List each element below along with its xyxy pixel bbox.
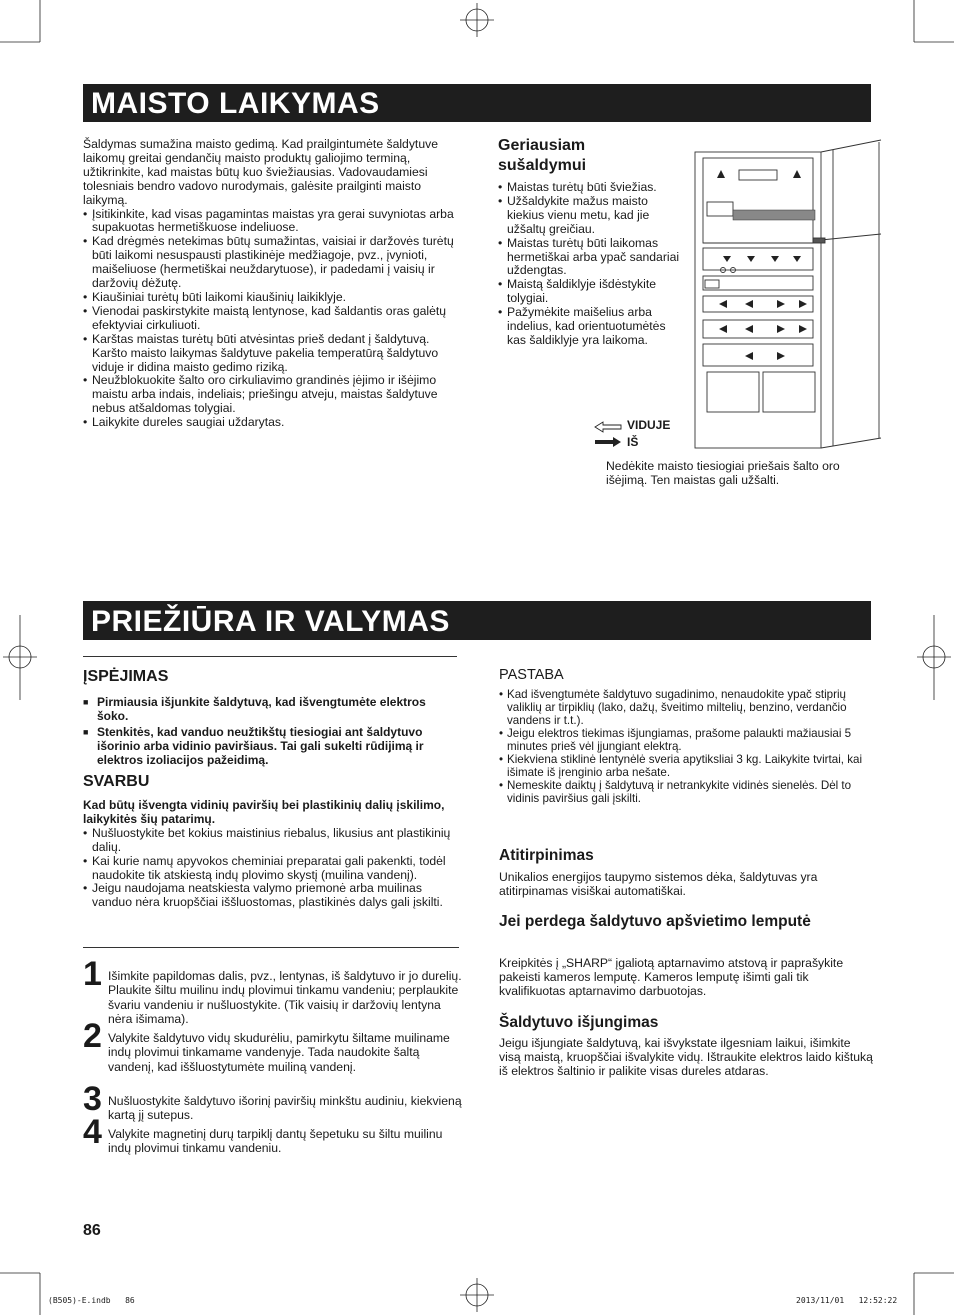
list-item: • Kad išvengtumėte šaldytuvo sugadinimo, nenaudokite ypač stiprių valiklių ar tirpiklių (lako, dažų, šveitimo miltelių, benzino, verdančio vandens ir t.t.). xyxy=(499,688,873,727)
list-item: • Kiekviena stiklinė lentynėlė sveria apytiksliai 3 kg. Laikykite tvirtai, kai išimate iš įrenginio arba nešate. xyxy=(499,753,873,779)
list-item: • Laikykite dureles saugiai uždarytas. xyxy=(83,416,463,430)
list-item: • Kiaušiniai turėtų būti laikomi kiaušinių laikiklyje. xyxy=(83,291,463,305)
footer-file: (B505)-E.indb 86 xyxy=(48,1296,135,1305)
list-item: • Nušluostykite bet kokius maistinius riebalus, likusius ant plastikinių dalių. xyxy=(83,827,459,855)
step-text: Valykite magnetinį durų tarpiklį dantų šepetuku su šiltu muilinu indų plovimui tinkamu vandeniu. xyxy=(108,1127,443,1156)
warning-heading: ĮSPĖJIMAS xyxy=(83,668,169,685)
defrost-heading: Atitirpinimas xyxy=(499,847,594,864)
list-item: • Maistą šaldiklyje išdėstykite tolygiai. xyxy=(498,278,681,306)
airflow-legend-arrows xyxy=(593,421,623,449)
section-title-maintenance: PRIEŽIŪRA IR VALYMAS xyxy=(83,601,871,640)
step-number: 2 xyxy=(83,1017,102,1055)
important-heading: SVARBU xyxy=(83,773,150,790)
list-item: • Jeigu elektros tiekimas išjungiamas, prašome palaukti mažiausiai 5 minutes prieš vėl įjungiant elektrą. xyxy=(499,727,873,753)
list-item: • Jeigu naudojama neatskiesta valymo priemonė arba muilinas vanduo nėra kruopščiai iššluostomas, plastikinės dalys gali įskilti. xyxy=(83,882,459,910)
airflow-note: Nedėkite maisto tiesiogiai priešais šalto oro išėjimą. Ten maistas gali užšalti. xyxy=(606,459,840,487)
defrost-text: Unikalios energijos taupymo sistemos dėka, šaldytuvas yra atitirpinamas visiškai automatiškai. xyxy=(499,870,818,898)
legend-out-label: IŠ xyxy=(627,435,639,449)
important-lead: Kad būtų išvengta vidinių paviršių bei plastikinių dalių įskilimo, laikykitės šių patarimų. xyxy=(83,798,445,826)
list-item: ■ Pirmiausia išjunkite šaldytuvą, kad išvengtumėte elektros šoko. xyxy=(83,695,459,723)
step-number: 4 xyxy=(83,1113,102,1151)
step-text: Nušluostykite šaldytuvo išorinį paviršių minkštu audiniu, kiekvieną kartą jį sutepus. xyxy=(108,1094,462,1123)
step-number: 1 xyxy=(83,955,102,993)
step-text: Išimkite papildomas dalis, pvz., lentynas, iš šaldytuvo ir jo durelių. Plaukite šiltu muilinu indų plovimui tinkamu vandeniu; perplaukite švariu vandeniu ir nušluostykite. (Tik vaisių ir daržovių lentyna nėra išimama). xyxy=(108,969,462,1027)
step-number: 3 xyxy=(83,1080,102,1118)
switch-off-text: Jeigu išjungiate šaldytuvą, kai išvykstate ilgesniam laikui, išimkite visą maistą, kruopščiai išvalykite vidų. Ištraukite elektros laido kištuką iš elektros šaltinio ir palikite visas dureles atdaras. xyxy=(499,1036,873,1078)
list-item: • Vienodai paskirstykite maistą lentynose, kad šaldantis oras galėtų efektyviai cirkuliuoti. xyxy=(83,305,463,333)
legend-in-label: VIDUJE xyxy=(627,418,671,432)
footer-datetime: 2013/11/01 12:52:22 xyxy=(796,1296,898,1305)
storage-intro: Šaldymas sumažina maisto gedimą. Kad prailgintumėte šaldytuve laikomų greitai gendančių maisto produktų galiojimo terminą, užtikrinkite, kad maistas būtų kuo šviežiausias. Vadovaudamiesi tolesniais bendro vadovo nurodymais, galėsite prailginti maisto laikymą. xyxy=(83,137,438,207)
storage-text xyxy=(83,138,463,430)
warning-block xyxy=(83,695,459,769)
important-block xyxy=(83,799,459,910)
lamp-text: Kreipkitės į „SHARP“ įgaliotą aptarnavimo atstovą ir paprašykite pakeisti kameros lemputę. Kameros lemputę išimti gali tik kvalifikuotas aptarnavimo darbuotojas. xyxy=(499,956,844,998)
lamp-heading: Jei perdega šaldytuvo apšvietimo lemputė xyxy=(499,913,811,930)
list-item: • Nemeskite daiktų į šaldytuvą ir netrankykite vidinės sienelės. Dėl to vidinis paviršius gali įskilti. xyxy=(499,779,873,805)
list-item: • Užšaldykite mažus maisto kiekius vienu metu, kad jie užšaltų greičiau. xyxy=(498,195,681,237)
list-item: • Maistas turėtų būti šviežias. xyxy=(498,181,681,195)
list-item: • Maistas turėtų būti laikomas hermetiškai arba ypač sandariai uždengtas. xyxy=(498,237,681,279)
page-number: 86 xyxy=(83,1222,101,1239)
switch-off-heading: Šaldytuvo išjungimas xyxy=(499,1014,659,1031)
fridge-airflow-illustration xyxy=(693,138,883,450)
list-item: • Įsitikinkite, kad visas pagamintas maistas yra gerai suvyniotas arba supakuotas hermetiškuose indeliuose. xyxy=(83,208,463,236)
cleaning-step xyxy=(83,1019,463,1086)
list-item: • Neužblokuokite šalto oro cirkuliavimo grandinės įėjimo ir išėjimo maistu arba indais, indeliais; priešingu atveju, maistas šaldytuve nebus atšaldomas tolygiai. xyxy=(83,374,463,416)
note-heading: PASTABA xyxy=(499,667,564,683)
cleaning-step xyxy=(83,1115,463,1168)
freezing-tips xyxy=(498,181,681,348)
list-item: • Kad drėgmės netekimas būtų sumažintas, vaisiai ir daržovės turėtų būti laikomi nesuspausti plastikinėje medžiagoje, pvz., įvynioti, maišeliuose (hermetiškai neuždarytuose), ir padedami į vaisių ir daržovių dėžutę. xyxy=(83,235,463,291)
section-title-storage: MAISTO LAIKYMAS xyxy=(83,84,871,122)
freezing-heading: Geriausiam sušaldymui xyxy=(498,137,587,174)
list-item: • Kai kurie namų apyvokos cheminiai preparatai gali pakenkti, todėl naudokite tik atskiestą indų plovimo skystį (muilina vandenį). xyxy=(83,855,459,883)
divider xyxy=(83,656,457,657)
list-item: ■ Stenkitės, kad vanduo neužtikštų tiesiogiai ant šaldytuvo išorinio arba vidinio paviršiaus. Tai gali sukelti rūdijimą ir elektros izoliacijos pažeidimą. xyxy=(83,725,459,767)
list-item: • Pažymėkite maišelius arba indelius, kad orientuotumėtės kas šaldiklyje yra laikoma. xyxy=(498,306,681,348)
storage-bullets xyxy=(83,208,463,431)
note-block xyxy=(499,688,873,805)
step-text: Valykite šaldytuvo vidų skudurėliu, pamirkytu šiltame muiliname indų plovimui tinkamame vandenyje. Tada naudokite šaltą vandenį, kad iššluostytumėte muiliną vandenį. xyxy=(108,1031,450,1074)
list-item: • Karštas maistas turėtų būti atvėsintas prieš dedant į šaldytuvą. Karšto maisto laikymas šaldytuve pakelia temperatūrą šaldytuvo viduje ir didina maisto gedimo riziką. xyxy=(83,333,463,375)
divider xyxy=(83,947,459,948)
